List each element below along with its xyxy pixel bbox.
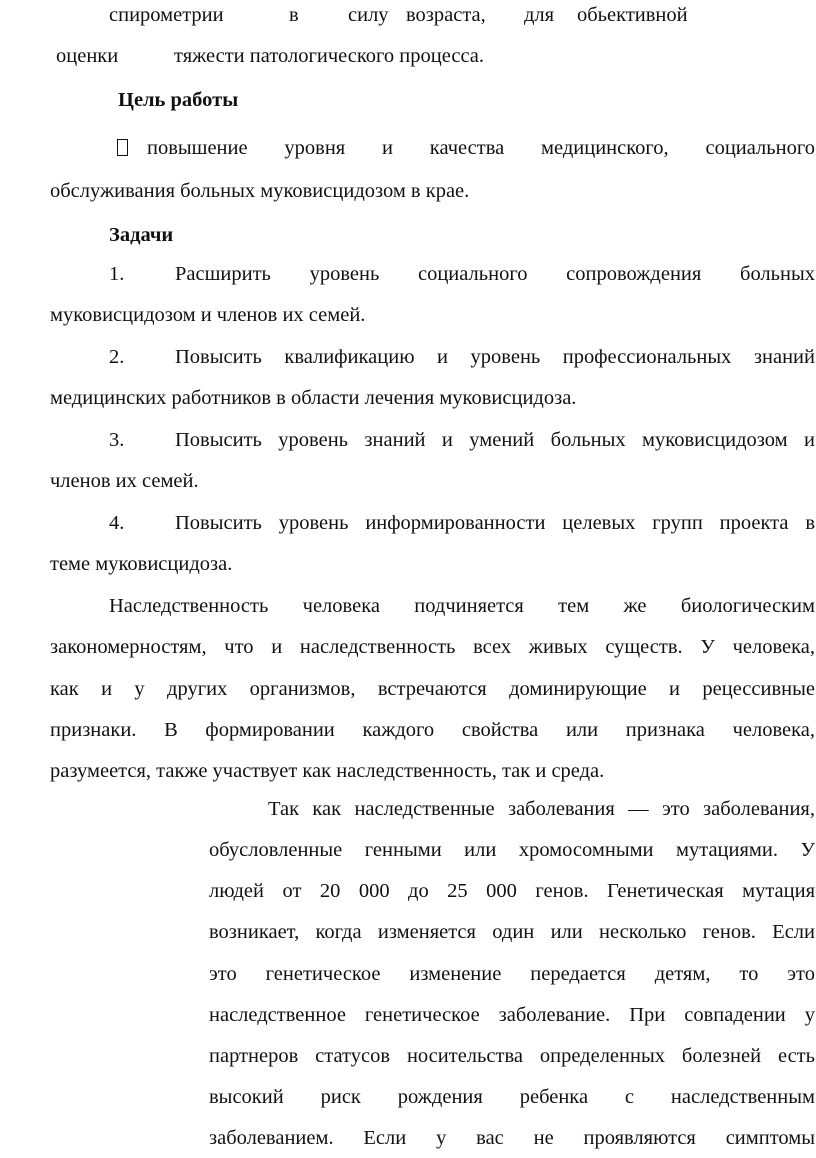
genetic-line: Так как наследственные заболевания — это заболевания, — [268, 798, 815, 820]
intro-word: спирометрии — [109, 4, 224, 26]
task-text: Повысить квалификацию и уровень профессиональных знаний — [175, 346, 815, 368]
intro-word: для — [524, 4, 555, 26]
task-text: членов их семей. — [50, 470, 199, 492]
heredity-line: как и у других организмов, встречаются доминирующие и рецессивные — [50, 678, 815, 700]
task-number: 4. — [109, 512, 125, 534]
task-text: теме муковисцидоза. — [50, 553, 233, 575]
task-number: 1. — [109, 263, 125, 285]
genetic-line: заболеванием. Если у вас не проявляются симптомы — [209, 1127, 815, 1149]
intro-word: силу — [348, 4, 389, 26]
goal-text: обслуживания больных муковисцидозом в крае. — [50, 180, 470, 202]
task-text: Повысить уровень информированности целевых групп проекта в — [175, 512, 815, 534]
intro-word: возраста, — [406, 4, 486, 26]
genetic-line: высокий риск рождения ребенка с наследственным — [209, 1086, 815, 1108]
goal-heading: Цель работы — [118, 89, 239, 111]
task-text: муковисцидозом и членов их семей. — [50, 304, 366, 326]
genetic-line: это генетическое изменение передается детям, то это — [209, 963, 815, 985]
heredity-line: Наследственность человека подчиняется тем же биологическим — [109, 595, 815, 617]
intro-text: тяжести патологического процесса. — [174, 45, 485, 67]
genetic-line: наследственное генетическое заболевание. При совпадении у — [209, 1004, 815, 1026]
intro-word: в — [289, 4, 299, 26]
heredity-line: признаки. В формировании каждого свойства или признака человека, — [50, 719, 815, 741]
genetic-line: партнеров статусов носительства определенных болезней есть — [209, 1045, 815, 1067]
genetic-line: людей от 20 000 до 25 000 генов. Генетическая мутация — [209, 880, 815, 902]
bullet-square-icon — [117, 139, 128, 156]
tasks-heading: Задачи — [109, 224, 174, 246]
genetic-line: обусловленные генными или хромосомными мутациями. У — [209, 839, 815, 861]
task-number: 3. — [109, 429, 125, 451]
task-number: 2. — [109, 346, 125, 368]
heredity-line: разумеется, также участвует как наследственность, так и среда. — [50, 760, 605, 782]
task-text: Расширить уровень социального сопровождения больных — [175, 263, 815, 285]
heredity-line: закономерностям, что и наследственность всех живых существ. У человека, — [50, 636, 815, 658]
task-text: Повысить уровень знаний и умений больных муковисцидозом и — [175, 429, 815, 451]
intro-text: оценки — [56, 45, 119, 67]
goal-text: повышение уровня и качества медицинского, социального — [147, 137, 815, 159]
genetic-line: возникает, когда изменяется один или несколько генов. Если — [209, 921, 815, 943]
task-text: медицинских работников в области лечения муковисцидоза. — [50, 387, 577, 409]
intro-word: обьективной — [577, 4, 688, 26]
